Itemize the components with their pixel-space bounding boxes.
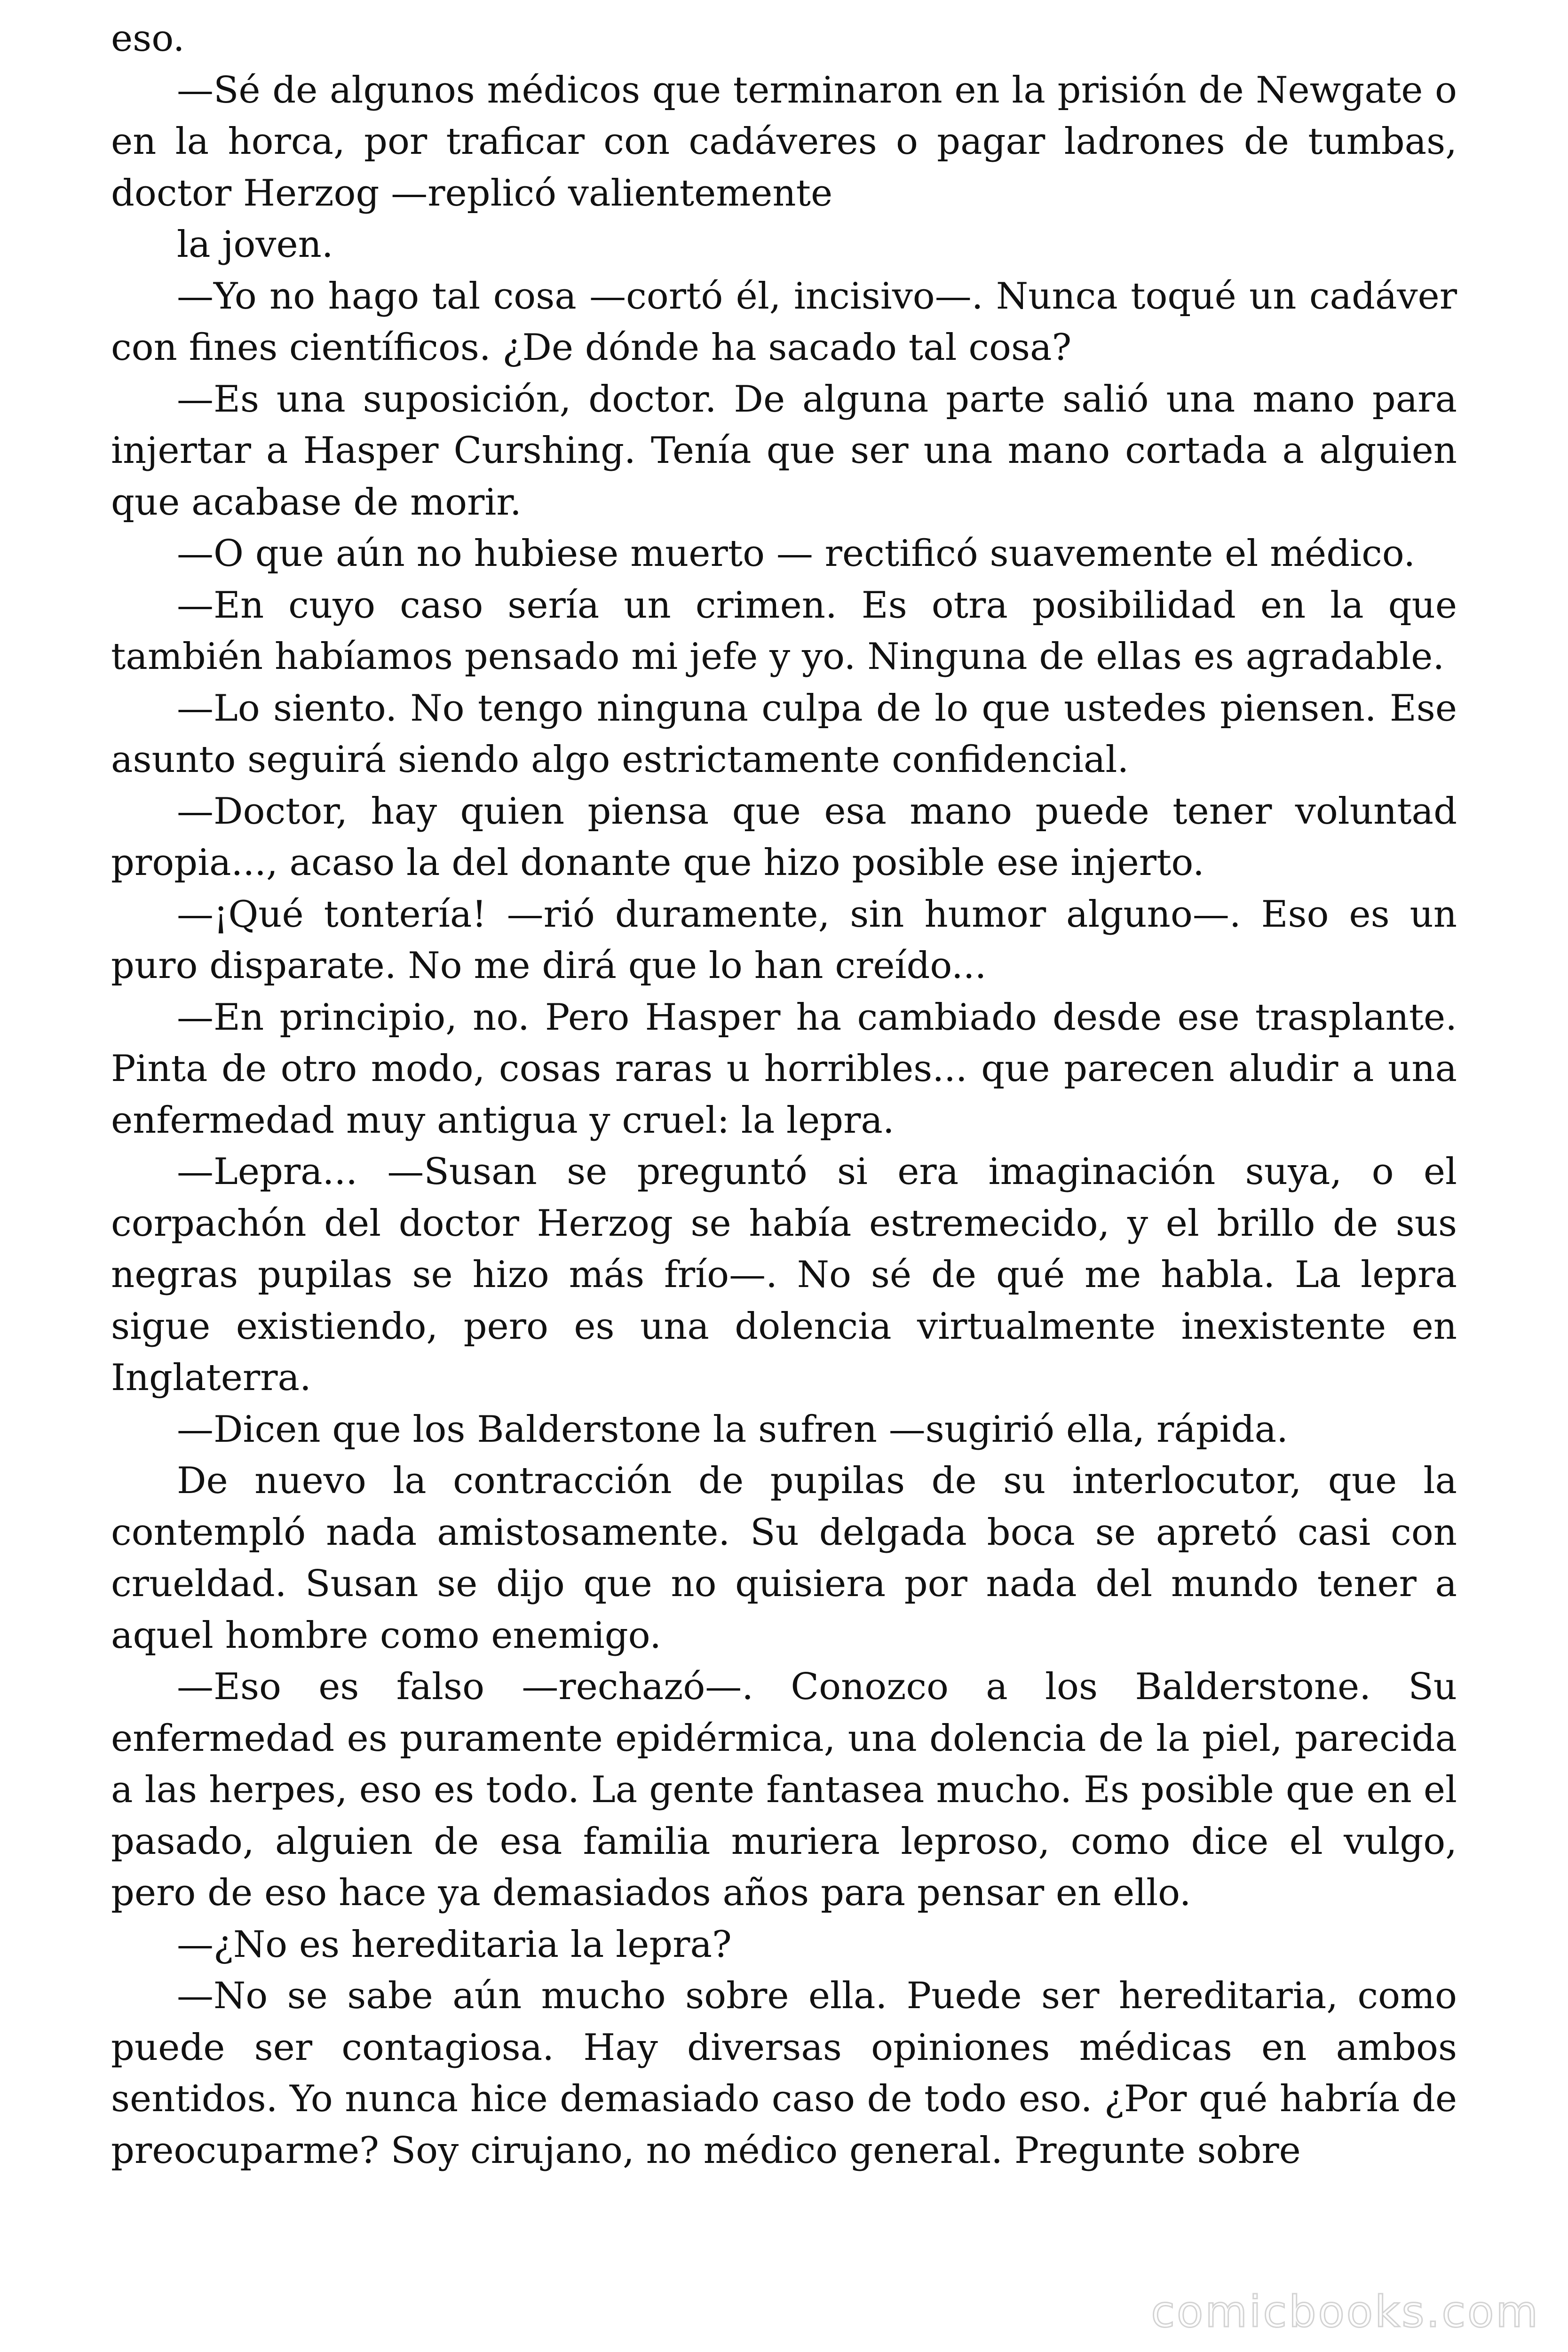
paragraph-dialogue: —O que aún no hubiese muerto — rectificó suavemente el médico. — [177, 532, 1416, 575]
paragraph-dialogue: —Eso es falso —rechazó—. Conozco a los Balderstone. Su enfermedad es puramente epidérmica, una dolencia de la piel, parecida a las herpes, eso es todo. La gente fantasea mucho. Es posible que en el pasado, alguien de esa familia muriera leproso, como dice el vulgo, pero de eso hace ya demasiados años para pensar en ello. — [111, 1666, 1457, 1914]
paragraph-dialogue: —¿No es hereditaria la lepra? — [177, 1923, 732, 1966]
paragraph-dialogue: —Es una suposición, doctor. De alguna parte salió una mano para injertar a Hasper Curshing. Tenía que ser una mano cortada a alguien que acabase de morir. — [111, 378, 1457, 524]
watermark-text: comicbooks.com — [1151, 2287, 1540, 2337]
paragraph-dialogue: —En principio, no. Pero Hasper ha cambiado desde ese trasplante. Pinta de otro modo, cosas raras u horribles... que parecen aludir a una enfermedad muy antigua y cruel: la lepra. — [111, 996, 1457, 1142]
paragraph-dialogue: —¡Qué tontería! —rió duramente, sin humor alguno—. Eso es un puro disparate. No me dirá que lo han creído... — [111, 893, 1457, 987]
paragraph-dialogue: —Lo siento. No tengo ninguna culpa de lo que ustedes piensen. Ese asunto seguirá siendo algo estrictamente confidencial. — [111, 687, 1457, 781]
paragraph-dialogue: —En cuyo caso sería un crimen. Es otra posibilidad en la que también habíamos pensado mi jefe y yo. Ninguna de ellas es agradable. — [111, 584, 1457, 678]
paragraph-dialogue: —Doctor, hay quien piensa que esa mano puede tener voluntad propia..., acaso la del donante que hizo posible ese injerto. — [111, 790, 1457, 884]
page-body — [111, 13, 1457, 2177]
paragraph-dialogue: —Sé de algunos médicos que terminaron en la prisión de Newgate o en la horca, por traficar con cadáveres o pagar ladrones de tumbas, doctor Herzog —replicó valientemente — [111, 69, 1457, 215]
paragraph-dialogue: —No se sabe aún mucho sobre ella. Puede ser hereditaria, como puede ser contagiosa. Hay diversas opiniones médicas en ambos sentidos. Yo nunca hice demasiado caso de todo eso. ¿Por qué habría de preocuparme? Soy cirujano, no médico general. Pregunte sobre — [111, 1975, 1457, 2172]
paragraph-continuation: eso. — [111, 17, 185, 60]
paragraph-dialogue: —Lepra... —Susan se preguntó si era imaginación suya, o el corpachón del doctor Herzog se había estremecido, y el brillo de sus negras pupilas se hizo más frío—. No sé de qué me habla. La lepra sigue existiendo, pero es una dolencia virtualmente inexistente en Inglaterra. — [111, 1151, 1457, 1399]
paragraph-dialogue: —Dicen que los Balderstone la sufren —sugirió ella, rápida. — [177, 1408, 1288, 1451]
paragraph-narration: De nuevo la contracción de pupilas de su interlocutor, que la contempló nada amistosamente. Su delgada boca se apretó casi con crueldad. Susan se dijo que no quisiera por nada del mundo tener a aquel hombre como enemigo. — [111, 1460, 1457, 1657]
paragraph-dialogue-continuation: la joven. — [177, 223, 333, 266]
paragraph-dialogue: —Yo no hago tal cosa —cortó él, incisivo—. Nunca toqué un cadáver con fines científicos. ¿De dónde ha sacado tal cosa? — [111, 275, 1457, 369]
